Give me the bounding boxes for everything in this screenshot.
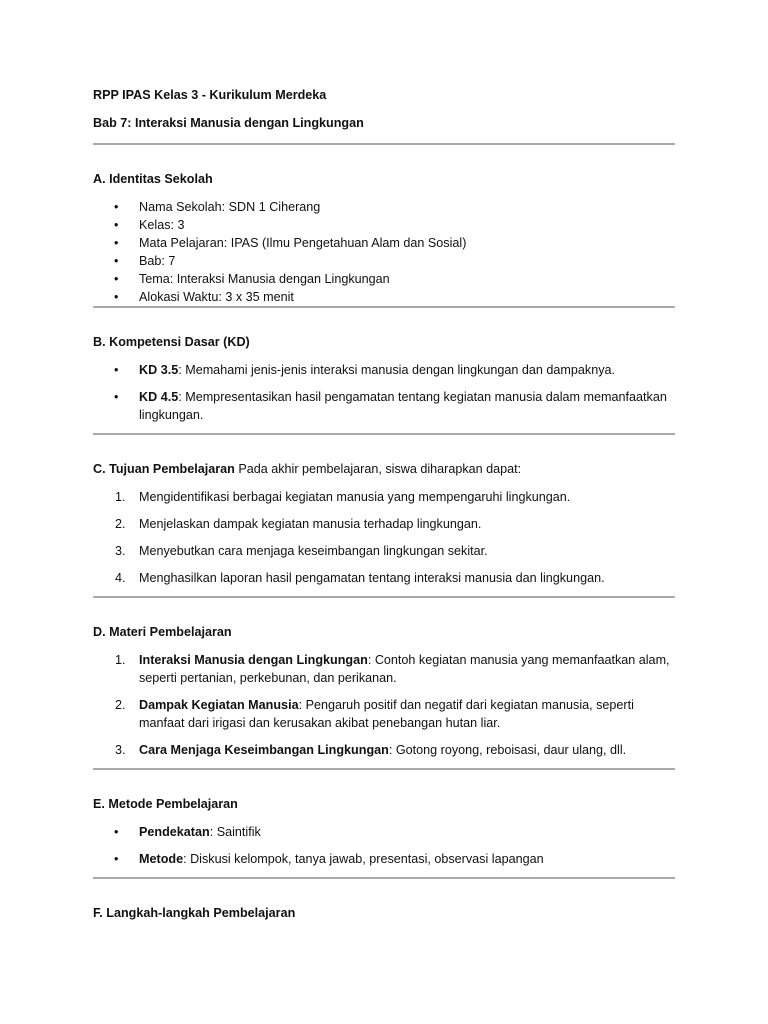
bullet-marker: •: [114, 200, 119, 214]
list-item: [93, 361, 675, 379]
number-marker: 2.: [115, 698, 126, 712]
section-b-heading: B. Kompetensi Dasar (KD): [93, 335, 250, 349]
list-item-label: Metode: [139, 852, 184, 866]
section-c-heading: [93, 460, 675, 478]
list-item-text: Menghasilkan laporan hasil pengamatan tentang interaksi manusia dan lingkungan.: [139, 571, 605, 585]
list-item-text: Mengidentifikasi berbagai kegiatan manusia yang mempengaruhi lingkungan.: [139, 490, 571, 504]
list-item: [93, 696, 675, 732]
list-item: [93, 198, 675, 216]
section-divider: [93, 433, 675, 435]
list-item-text: : Contoh kegiatan manusia yang memanfaatkan alam, seperti pertanian, perkebunan, dan perikanan.: [139, 653, 670, 685]
list-item-text: Bab: 7: [139, 254, 176, 268]
number-marker: 3.: [115, 743, 126, 757]
section-a-list: [93, 198, 675, 306]
bullet-marker: •: [114, 254, 119, 268]
bullet-marker: •: [114, 218, 119, 232]
number-marker: 1.: [115, 653, 126, 667]
list-item: [93, 542, 675, 560]
list-item: [93, 823, 675, 841]
list-item: [93, 850, 675, 868]
list-item: [93, 515, 675, 533]
section-divider: [93, 306, 675, 308]
list-item-label: Dampak Kegiatan Manusia: [139, 698, 299, 712]
document-content: [93, 86, 675, 932]
bullet-marker: •: [114, 390, 119, 404]
section-d-heading: D. Materi Pembelajaran: [93, 625, 232, 639]
section-b-list: [93, 361, 675, 424]
section-c-list: [93, 488, 675, 587]
section-divider: [93, 877, 675, 879]
number-marker: 1.: [115, 490, 126, 504]
section-c-intro: Pada akhir pembelajaran, siswa diharapkan dapat:: [234, 462, 522, 476]
number-marker: 3.: [115, 544, 126, 558]
document-title: RPP IPAS Kelas 3 - Kurikulum Merdeka: [93, 88, 327, 102]
list-item-text: Kelas: 3: [139, 218, 185, 232]
list-item: [93, 234, 675, 252]
list-item: [93, 741, 675, 759]
list-item-text: Tema: Interaksi Manusia dengan Lingkungan: [139, 272, 390, 286]
list-item: [93, 216, 675, 234]
list-item-text: Nama Sekolah: SDN 1 Ciherang: [139, 200, 321, 214]
list-item-label: Cara Menjaga Keseimbangan Lingkungan: [139, 743, 389, 757]
section-e-list: [93, 823, 675, 868]
list-item-text: : Memahami jenis-jenis interaksi manusia dengan lingkungan dan dampaknya.: [178, 363, 616, 377]
bullet-marker: •: [114, 272, 119, 286]
list-item-text: : Diskusi kelompok, tanya jawab, presentasi, observasi lapangan: [183, 852, 544, 866]
list-item: [93, 288, 675, 306]
bullet-marker: •: [114, 236, 119, 250]
bullet-marker: •: [114, 290, 119, 304]
section-a-heading: A. Identitas Sekolah: [93, 172, 213, 186]
list-item: [93, 488, 675, 506]
number-marker: 4.: [115, 571, 126, 585]
list-item-text: Menjelaskan dampak kegiatan manusia terhadap lingkungan.: [139, 517, 482, 531]
list-item: [93, 252, 675, 270]
list-item-text: : Saintifik: [209, 825, 261, 839]
list-item-label: KD 4.5: [139, 390, 179, 404]
list-item-label: KD 3.5: [139, 363, 179, 377]
section-c-heading-label: C. Tujuan Pembelajaran: [93, 462, 235, 476]
list-item: [93, 388, 675, 424]
list-item-text: Menyebutkan cara menjaga keseimbangan lingkungan sekitar.: [139, 544, 488, 558]
section-d-list: [93, 651, 675, 759]
list-item-text: : Gotong royong, reboisasi, daur ulang, dll.: [388, 743, 627, 757]
section-divider: [93, 768, 675, 770]
list-item-text: Alokasi Waktu: 3 x 35 menit: [139, 290, 294, 304]
list-item-label: Interaksi Manusia dengan Lingkungan: [139, 653, 368, 667]
bullet-marker: •: [114, 825, 119, 839]
bullet-marker: •: [114, 363, 119, 377]
list-item: [93, 270, 675, 288]
list-item-label: Pendekatan: [139, 825, 210, 839]
list-item-text: : Mempresentasikan hasil pengamatan tentang kegiatan manusia dalam memanfaatkan lingkungan.: [139, 390, 667, 422]
section-divider: [93, 596, 675, 598]
list-item: [93, 569, 675, 587]
section-divider: [93, 143, 675, 145]
bullet-marker: •: [114, 852, 119, 866]
list-item-text: : Pengaruh positif dan negatif dari kegiatan manusia, seperti manfaat dari irigasi dan kerusakan akibat penebangan hutan liar.: [139, 698, 634, 730]
section-e-heading: E. Metode Pembelajaran: [93, 797, 238, 811]
list-item: [93, 651, 675, 687]
number-marker: 2.: [115, 517, 126, 531]
section-f-heading: F. Langkah-langkah Pembelajaran: [93, 906, 296, 920]
list-item-text: Mata Pelajaran: IPAS (Ilmu Pengetahuan Alam dan Sosial): [139, 236, 467, 250]
document-subtitle: Bab 7: Interaksi Manusia dengan Lingkungan: [93, 116, 364, 130]
